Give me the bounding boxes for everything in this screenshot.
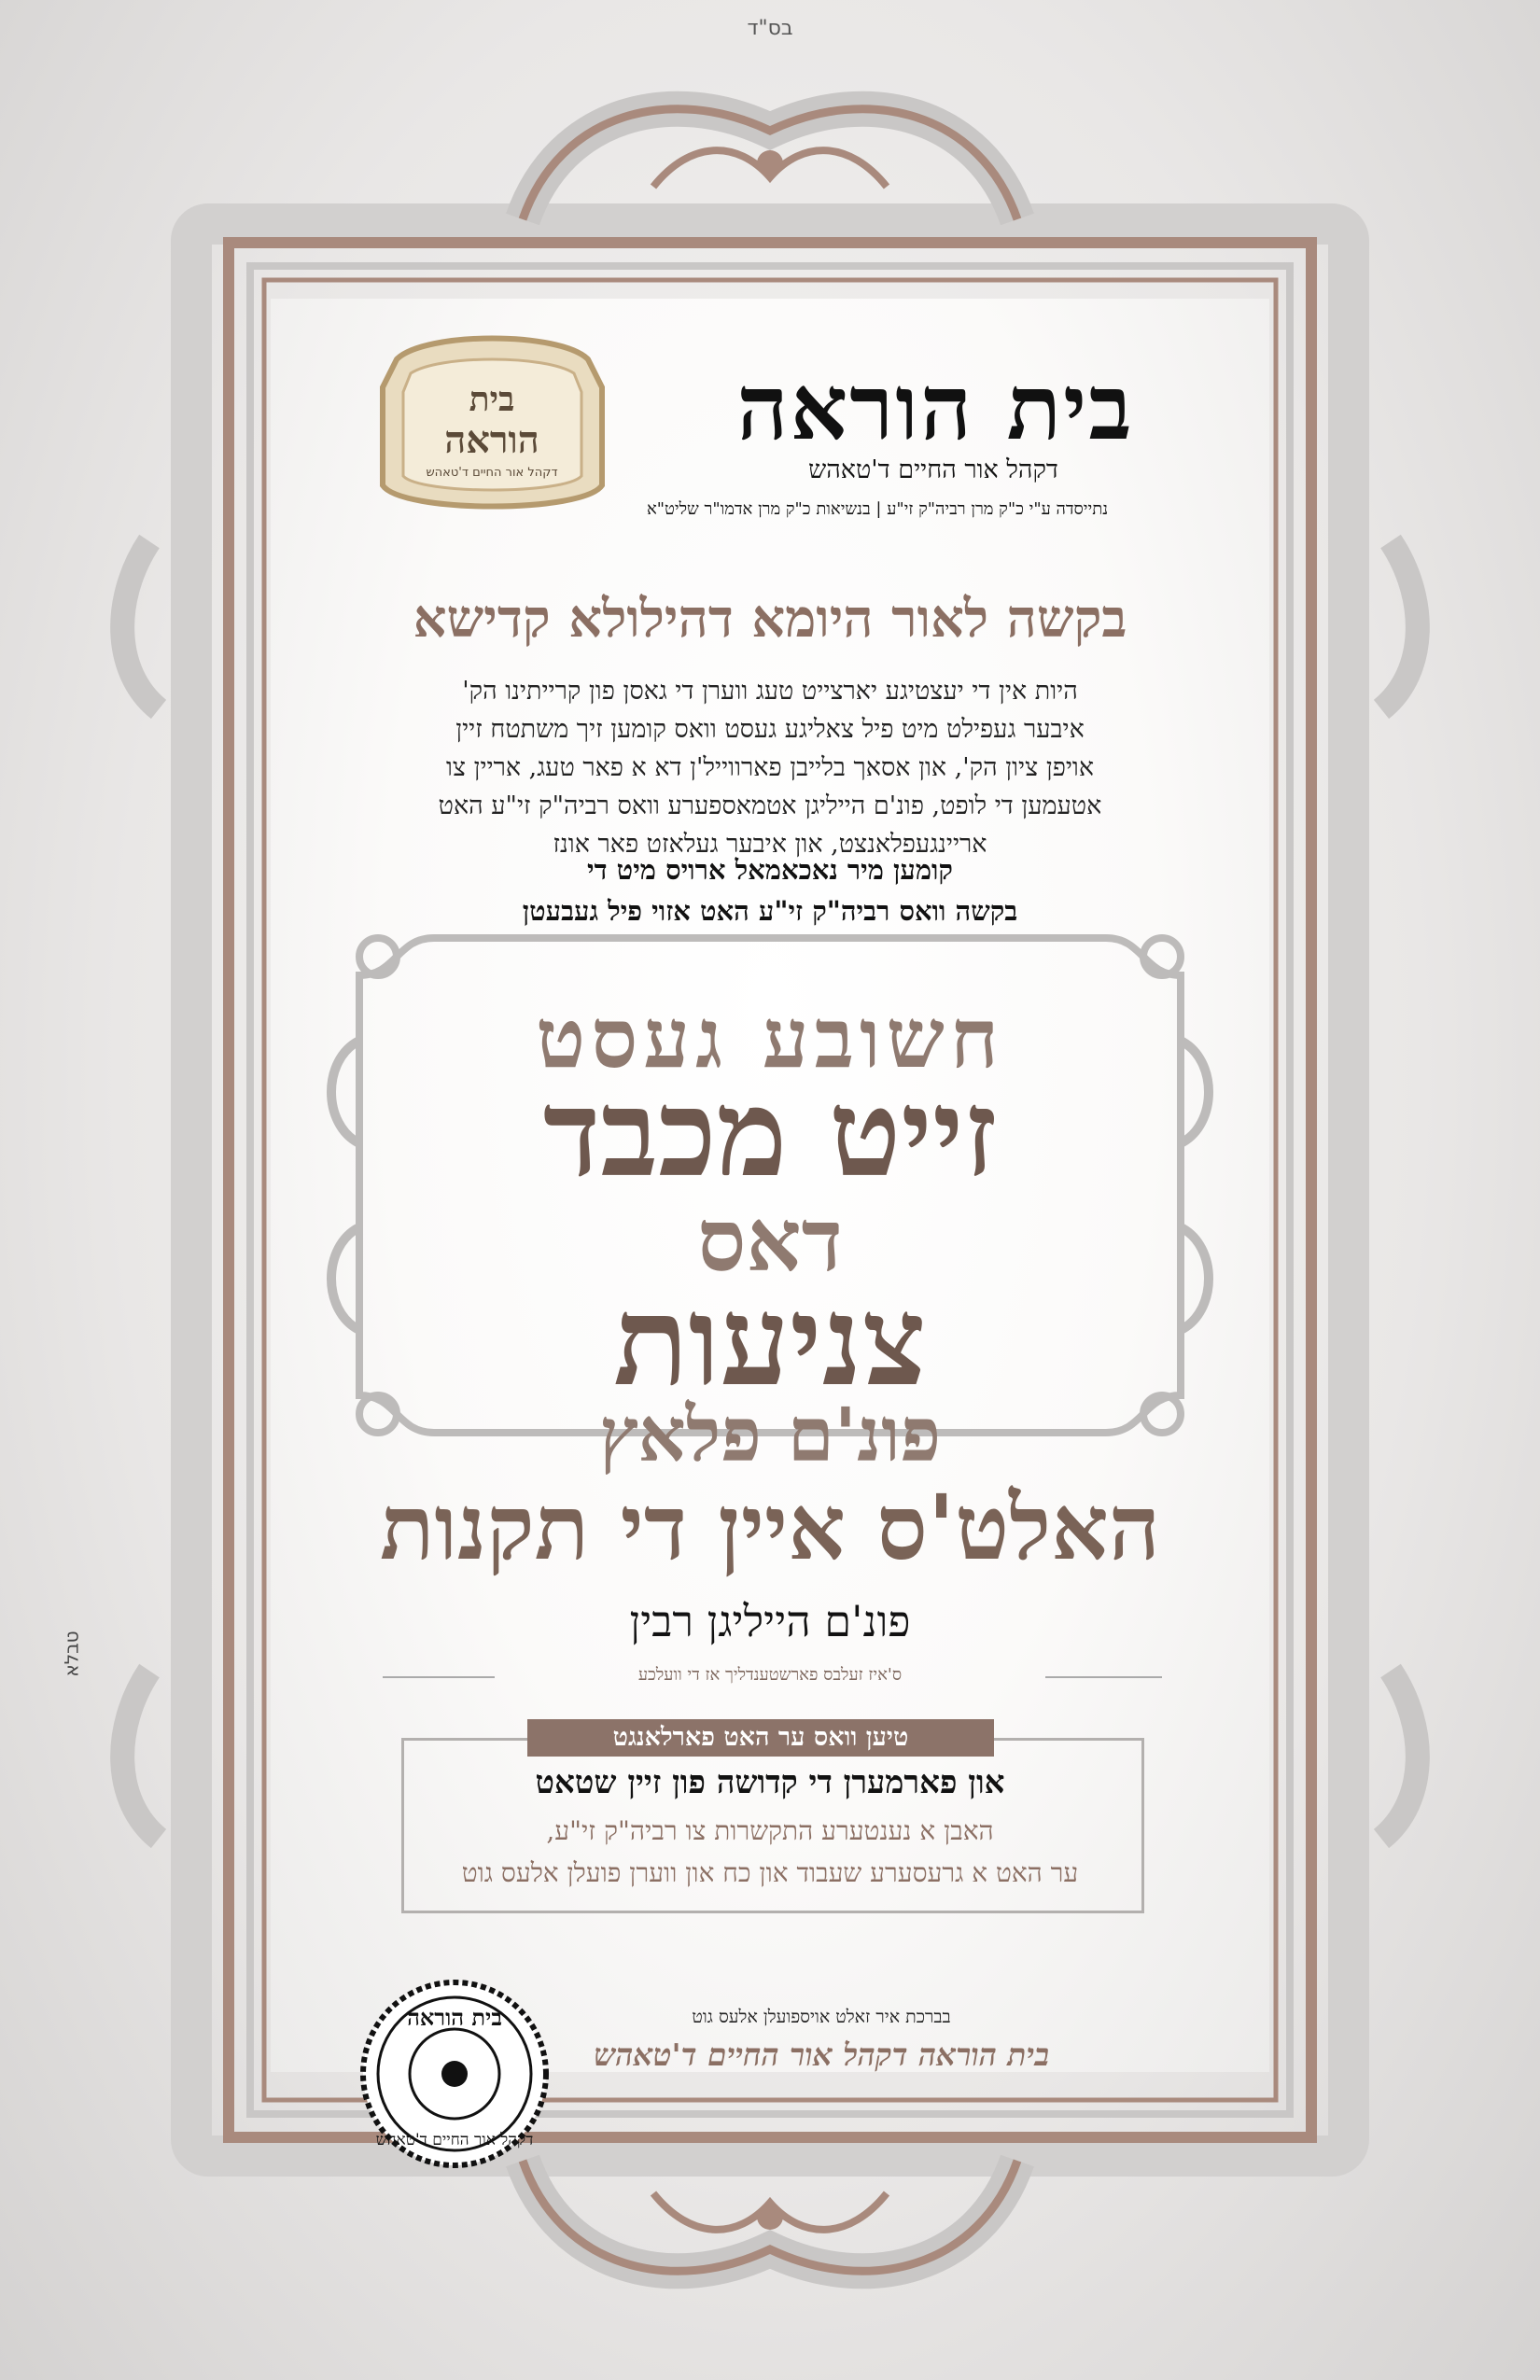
headline-line-3: דאס <box>697 1190 843 1291</box>
request-title: בקשה לאור היומא דהילולא קדישא <box>413 588 1127 650</box>
svg-text:בית הוראה: בית הוראה <box>407 2004 502 2031</box>
takanos-subtitle: פונ'ם הייליגן רבין <box>629 1596 911 1646</box>
request-body <box>355 672 1185 863</box>
divider-text: ס'איז זעלבס פארשטענדליך אז די וועלכע <box>637 1665 903 1685</box>
beis-horaah-seal <box>359 1979 551 2170</box>
info-box-header: טיען וואס ער האט פארלאנגט <box>527 1719 994 1757</box>
body-line: אריינגעפלאנצט, און איבער געלאזט פאר אונז <box>553 830 987 859</box>
divider-left <box>383 1676 495 1678</box>
svg-text:דקהל אור החיים ד'טאהש: דקהל אור החיים ד'טאהש <box>375 2131 534 2149</box>
invite-text <box>392 849 1148 931</box>
headline-line-4: צניעות <box>613 1269 927 1414</box>
body-line: אויפן ציון הק', און אסאך בלייבן פארווייל'ן דא א פאר טעג, אריין צו <box>445 753 1095 782</box>
masthead-title: בית הוראה <box>736 355 1134 460</box>
divider-right <box>1045 1676 1162 1678</box>
info-box-line-1: האבן א נענטערע התקשרות צו רביה"ק זי"ע, <box>546 1815 994 1846</box>
svg-text:הוראה: הוראה <box>444 418 539 462</box>
invite-line-2: בקשה וואס רביה"ק זי"ע האט אזוי פיל געבעטן <box>522 895 1018 927</box>
body-line: איבער געפילט מיט פיל צאליגע געסט וואס קומען זיך משתטח זיין <box>455 715 1085 744</box>
masthead-subtitle: דקהל אור החיים ד'טאהש <box>808 455 1058 484</box>
footer-blessing: בברכת איר זאלט אויספועלן אלעס גוט <box>692 2007 951 2027</box>
headline-line-5: פונ'ם פלאץ <box>598 1391 942 1478</box>
side-mark: טבלא <box>60 1631 83 1677</box>
info-box-line-2: ער האט א גרעסערע שעבוד און כח און ווערן פועלן אלעס גוט <box>461 1857 1079 1888</box>
takanos-title: האלט'ס איין די תקנות <box>379 1475 1161 1580</box>
body-line: היות אין די יעצטיגע יארצייט טעג ווערן די גאסן פון קרייתינו הק' <box>462 677 1078 706</box>
masthead-tagline: נתייסדה ע"י כ"ק מרן רביה"ק זי"ע | בנשיאות כ"ק מרן אדמו"ר שליט"א <box>646 499 1109 519</box>
invite-line-1: קומען מיר נאכאמאל ארויס מיט די <box>587 854 953 886</box>
info-box-bold-line: און פארמערן די קדושה פון זיין שטאט <box>535 1764 1005 1801</box>
svg-text:בית: בית <box>469 380 515 419</box>
headline-line-1: חשובע געסט <box>536 989 1004 1086</box>
top-mark: בס"ד <box>747 17 793 40</box>
svg-text:דקהל אור החיים ד'טאהש: דקהל אור החיים ד'טאהש <box>426 466 558 480</box>
headline-line-2: זייט מכבד <box>542 1064 998 1204</box>
body-line: אטעמען די לופט, פונ'ם הייליגן אטמאספערע וואס רביה"ק זי"ע האט <box>438 791 1102 820</box>
footer-signature: בית הוראה דקהל אור החיים ד'טאהש <box>593 2037 1050 2073</box>
